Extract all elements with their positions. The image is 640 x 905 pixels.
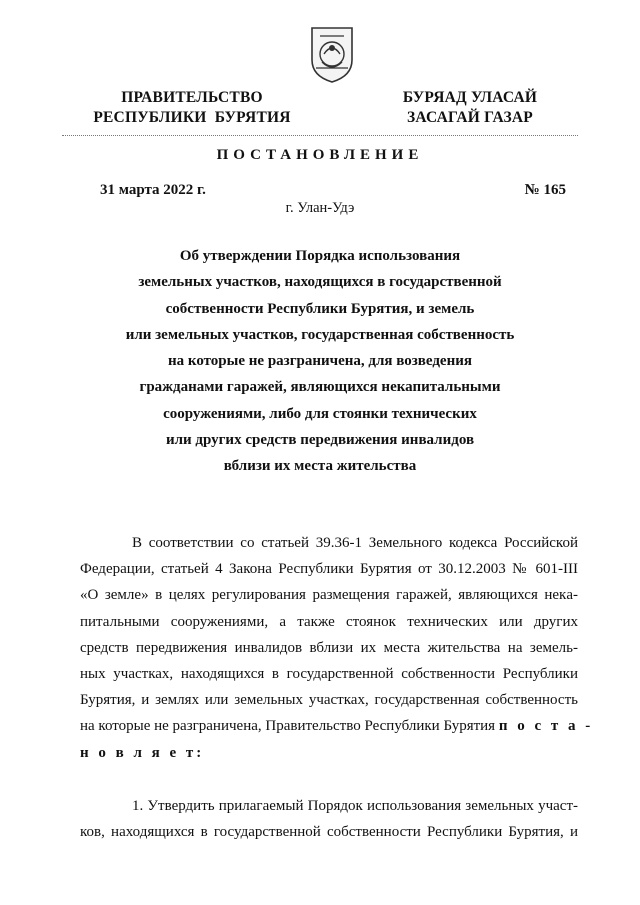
title-line: сооружениями, либо для стоянки технических [163,405,477,422]
paragraph-line: питальными сооружениями, а также стоянок технических или других [80,613,578,630]
paragraph-line: ков, находящихся в государственной собственности Республики Бурятия, и [80,824,578,841]
title-line: или других средств передвижения инвалидов [165,432,475,449]
coat-of-arms-icon [308,24,356,84]
paragraph-line: Федерации, статьей 4 Закона Республики Бурятия от 30.12.2003 № 601-III [80,561,578,578]
paragraph-line [80,740,578,766]
document-number: № 165 [524,182,566,198]
title-line: или земельных участков, государственная собственность [125,326,515,343]
paragraph-line: Бурятия, и землях или земельных участках, государственная собственность [80,692,578,709]
document-type: ПОСТАНОВЛЕНИЕ [216,147,424,163]
paragraph-line: «О земле» в целях регулирования размещения гаражей, являющихся некa- [80,587,578,604]
paragraph-line: В соответствии со статьей 39.36-1 Земельного кодекса Российской [132,535,578,551]
clause-1-paragraph [80,793,578,845]
paragraph-line: средств передвижения инвалидов вблизи их места жительства на земель- [80,639,578,656]
title-line: собственности Республики Бурятия, и земель [165,300,475,317]
title-line: вблизи их места жительства [223,458,417,475]
title-line: Об утверждении Порядка использования [179,248,461,264]
preamble-paragraph [80,530,594,766]
document-date: 31 марта 2022 г. [100,182,206,198]
org-name-russian: ПРАВИТЕЛЬСТВО РЕСПУБЛИКИ БУРЯТИЯ [93,89,291,126]
title-line: гражданами гаражей, являющихся некапитальными [139,379,501,396]
title-line: на которые не разграничена, для возведения [168,353,472,370]
paragraph-line: 1. Утвердить прилагаемый Порядок использования земельных участ- [132,798,578,814]
paragraph-line: ных участках, находящихся в государственной собственности Республики [80,666,578,683]
title-line: земельных участков, находящихся в государственной [138,274,502,291]
paragraph-line: на которые не разграничена, Правительство Республики Бурятия п о с т а - [80,718,594,735]
header-divider [62,135,578,136]
decree-word: н о в л я е т: [80,744,205,761]
document-city: г. Улан-Удэ [285,200,355,216]
org-name-buryat: БУРЯАД УЛАСАЙ ЗАСАГАЙ ГАЗАР [402,89,538,126]
decree-word: п о с т а - [498,718,594,735]
document-title [100,243,540,480]
